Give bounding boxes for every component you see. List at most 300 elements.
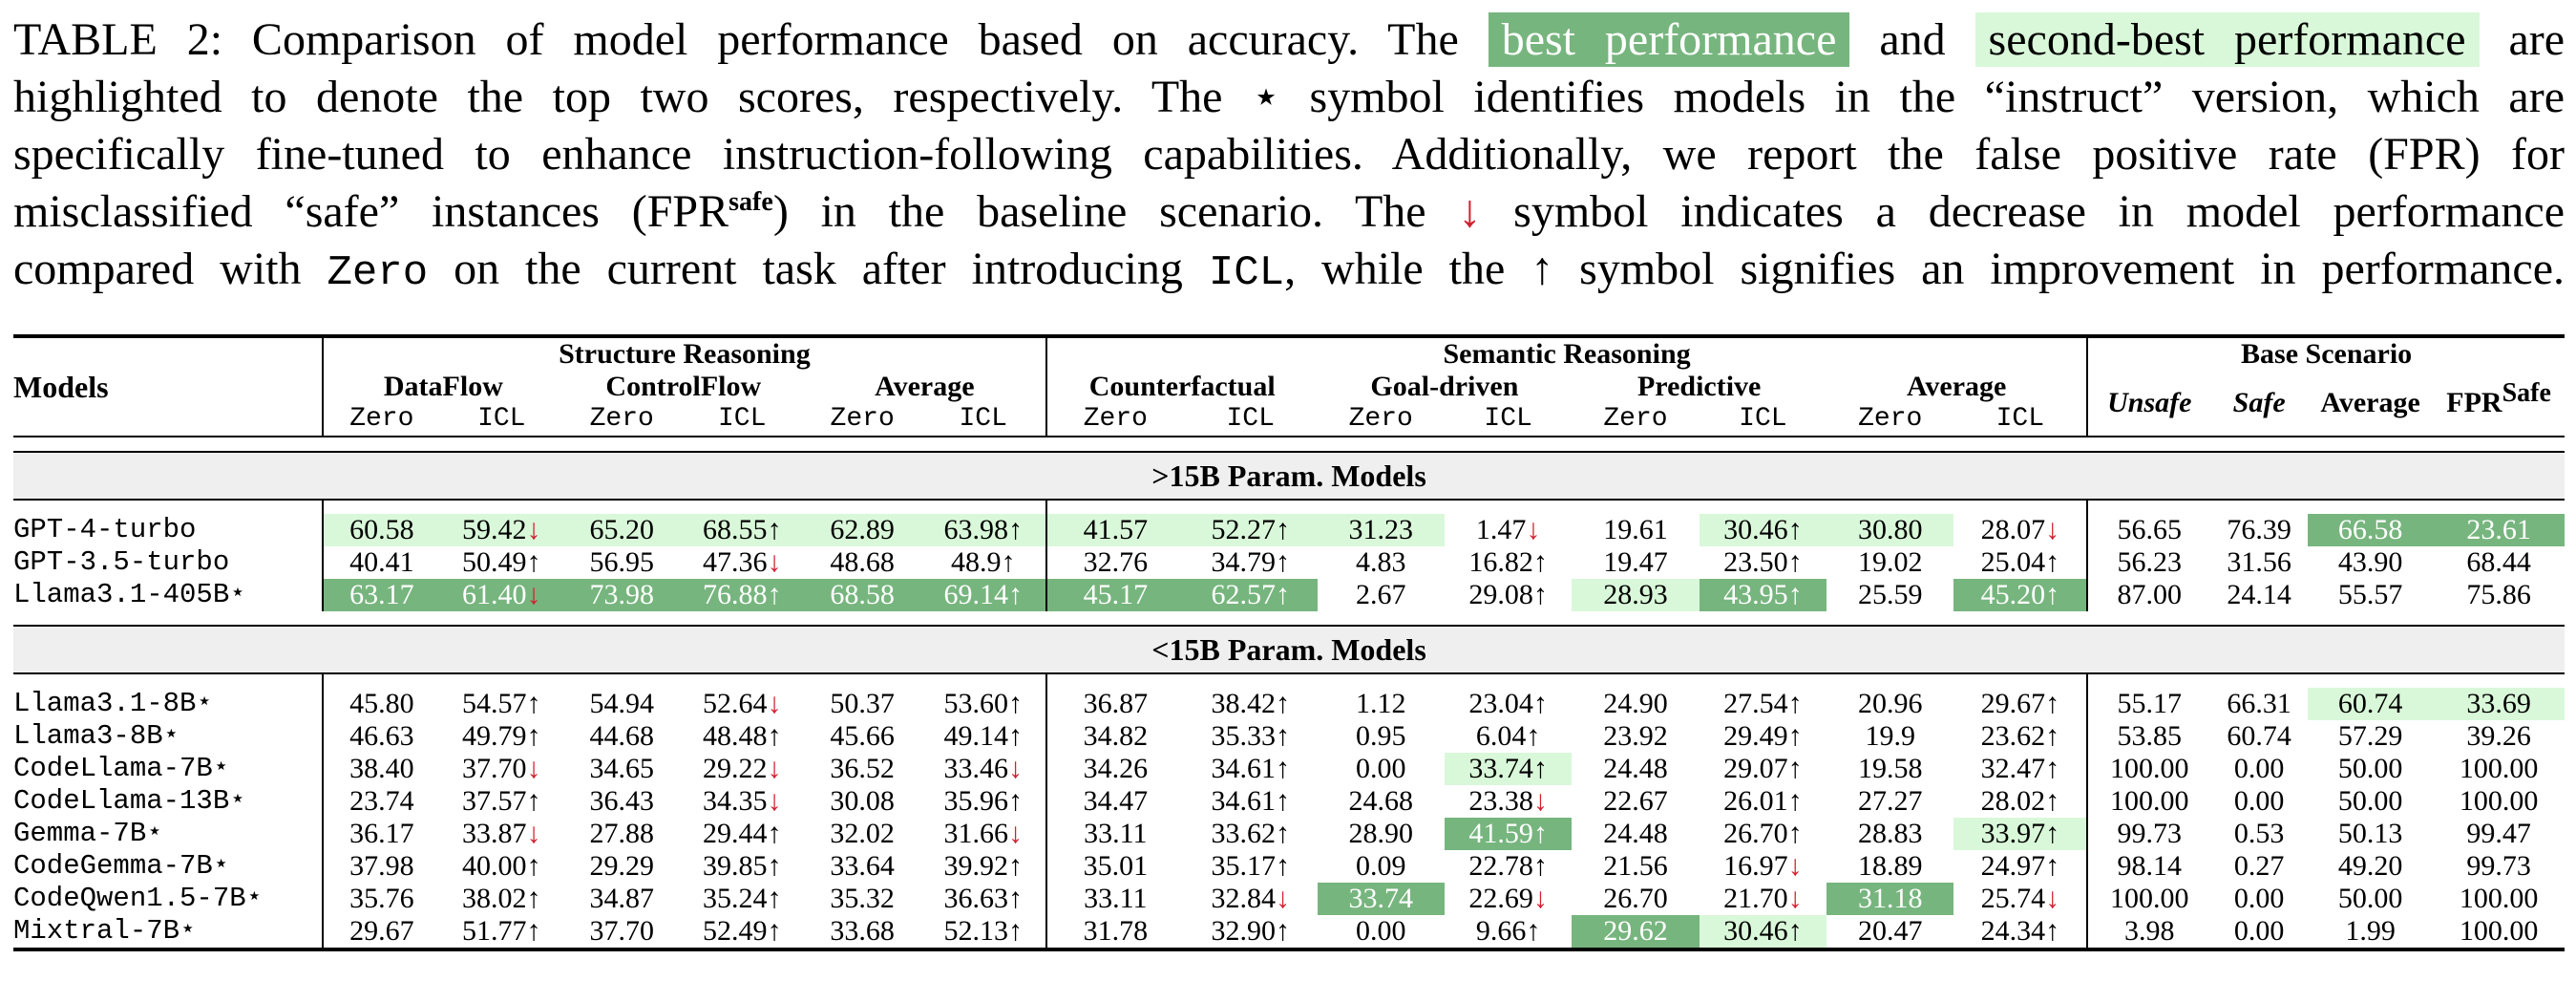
score-value: 55.17 [2117,688,2183,719]
score-cell [1826,753,1953,785]
score-cell [2087,818,2210,850]
score-cell [921,818,1046,850]
up-arrow-icon: ↑ [1787,818,1803,849]
table-header [13,336,2565,437]
score-value: 22.69 [1468,883,1533,914]
score-value: 23.74 [349,785,414,817]
up-arrow-icon: ↑ [1532,818,1548,849]
caption-line-4 [13,183,2565,241]
score-cell [2087,850,2210,883]
up-arrow-icon: ↑ [767,850,782,882]
up-arrow-icon: ↑ [2045,753,2060,784]
score-value: 36.17 [349,818,414,849]
up-arrow-icon: ↑ [1275,850,1290,882]
score-value: 26.70 [1603,883,1668,914]
score-cell [2087,579,2210,611]
table-caption [13,11,2565,302]
score-value: 75.86 [2466,579,2531,610]
score-value: 34.87 [589,883,654,914]
score-value: 24.48 [1603,753,1668,784]
up-arrow-icon: ↑ [2045,546,2060,578]
score-cell [2087,915,2210,949]
score-value: 55.57 [2337,579,2403,610]
score-cell [2210,785,2308,818]
score-cell [440,785,563,818]
score-value: 21.56 [1603,850,1668,882]
score-cell [2210,720,2308,753]
spacer-cell [1184,500,1318,514]
score-cell [1318,850,1445,883]
score-value: 51.77 [462,915,527,947]
predictive-header: Predictive [1636,371,1762,402]
score-cell [1445,883,1572,915]
down-arrow-icon: ↓ [767,753,782,784]
score-cell [563,818,681,850]
up-arrow-icon: ↑ [1787,785,1803,817]
score-value: 9.66 [1475,915,1527,947]
caption-line-5 [13,241,2565,302]
score-value: 0.00 [1355,753,1406,784]
table-body [13,437,2565,949]
score-value: 33.74 [1348,883,1413,914]
table-row [13,546,2565,579]
score-cell [921,546,1046,579]
spacer-cell [804,673,921,688]
score-cell [1046,753,1184,785]
score-cell [1046,883,1184,915]
spacer-cell [13,611,2565,626]
score-value: 47.36 [702,546,768,578]
up-arrow-icon: ↑ [526,785,541,817]
score-value: 4.83 [1355,546,1406,578]
base-average-header: Average [2308,371,2433,437]
down-arrow-icon: ↓ [526,579,541,610]
score-value: 41.57 [1083,514,1149,545]
score-value: 41.59 [1468,818,1533,849]
model-name: CodeGemma-7B⋆ [13,850,323,883]
caption-text: , while the ↑ symbol signifies an improvement in performance. [1284,244,2565,294]
score-value: 24.97 [1980,850,2046,882]
score-cell [2210,818,2308,850]
score-cell [1826,579,1953,611]
score-value: 100.00 [2459,915,2539,947]
score-cell [440,915,563,949]
icl-subheader: ICL [681,403,804,437]
score-value: 45.20 [1980,579,2046,610]
score-cell [2433,915,2565,949]
spacer-row [13,500,2565,514]
score-value: 29.22 [702,753,768,784]
structure-average-header: Average [804,371,1046,403]
score-value: 28.02 [1980,785,2046,817]
score-cell [2087,688,2210,720]
score-cell [2308,514,2433,546]
spacer-cell [1046,673,1184,688]
score-value: 68.55 [702,514,768,545]
score-value: 37.70 [462,753,527,784]
score-cell [440,688,563,720]
score-cell [681,579,804,611]
spacer-row [13,673,2565,688]
score-value: 45.80 [349,688,414,719]
score-cell [1445,546,1572,579]
up-arrow-icon: ↑ [767,915,782,947]
score-value: 0.95 [1355,720,1406,752]
score-value: 30.46 [1723,514,1788,545]
spacer-cell [2433,500,2565,514]
zero-subheader: Zero [323,403,440,437]
spacer-cell [2210,500,2308,514]
score-cell [2087,546,2210,579]
score-cell [681,514,804,546]
score-cell [2308,546,2433,579]
score-value: 25.04 [1980,546,2046,578]
down-arrow-icon: ↓ [767,546,782,578]
up-arrow-icon: ↑ [526,546,541,578]
score-cell [681,850,804,883]
score-value: 25.74 [1980,883,2046,914]
spacer-cell [1445,673,1572,688]
score-value: 19.58 [1857,753,1923,784]
score-cell [323,850,440,883]
score-cell [1826,818,1953,850]
down-arrow-icon: ↓ [1007,818,1023,849]
up-arrow-icon: ↑ [1007,514,1023,545]
up-arrow-icon: ↑ [1532,546,1548,578]
score-cell [323,546,440,579]
caption-text: and [1879,14,1946,65]
up-arrow-icon: ↑ [2045,915,2060,947]
fpr-label: FPR [2446,387,2502,418]
score-value: 29.08 [1468,579,1533,610]
header-row-2 [13,371,2565,403]
up-arrow-icon: ↑ [1007,688,1023,719]
score-cell [1184,579,1318,611]
score-value: 53.60 [943,688,1008,719]
score-value: 53.85 [2117,720,2183,752]
spacer-cell [921,673,1046,688]
score-value: 23.04 [1468,688,1533,719]
score-cell [1572,720,1699,753]
score-cell [2433,514,2565,546]
score-cell [440,818,563,850]
score-cell [563,915,681,949]
score-cell [440,850,563,883]
score-cell [804,579,921,611]
up-arrow-icon: ↑ [1007,720,1023,752]
score-value: 39.85 [702,850,768,882]
down-arrow-icon: ↓ [526,514,541,545]
score-value: 16.97 [1723,850,1788,882]
score-cell [563,688,681,720]
model-name: GPT-4-turbo [13,514,323,546]
counterfactual-header: Counterfactual [1088,371,1276,402]
up-arrow-icon: ↑ [767,818,782,849]
spacer-cell [2308,673,2433,688]
caption-code-zero: Zero [327,249,429,297]
score-cell [1826,883,1953,915]
up-arrow-icon: ↑ [1532,579,1548,610]
score-cell [323,720,440,753]
score-value: 31.78 [1083,915,1149,947]
score-cell [2210,514,2308,546]
score-cell [323,883,440,915]
zero-subheader: Zero [563,403,681,437]
score-cell [1046,785,1184,818]
score-cell [1046,579,1184,611]
spacer-cell [13,437,2565,452]
fpr-safe-header [2433,371,2565,437]
score-value: 28.90 [1348,818,1413,849]
up-arrow-icon: ↑ [526,850,541,882]
score-value: 30.46 [1723,915,1788,947]
spacer-cell [921,500,1046,514]
model-name: Mixtral-7B⋆ [13,915,323,949]
score-value: 50.00 [2337,883,2403,914]
score-cell [323,688,440,720]
score-value: 66.58 [2337,514,2403,545]
score-cell [921,688,1046,720]
score-cell [681,818,804,850]
up-arrow-icon: ↑ [1787,546,1803,578]
score-value: 33.68 [830,915,895,947]
caption-text: TABLE 2: Comparison of model performance based on accuracy. The [13,14,1459,65]
score-value: 20.47 [1857,915,1923,947]
up-arrow-icon: ↑ [1275,818,1290,849]
score-value: 33.62 [1211,818,1276,849]
score-cell [921,915,1046,949]
score-cell [1953,753,2087,785]
score-cell [804,850,921,883]
down-arrow-icon: ↓ [1787,850,1803,882]
score-cell [921,785,1046,818]
score-value: 56.95 [589,546,654,578]
score-value: 23.61 [2466,514,2531,545]
score-cell [921,850,1046,883]
spacer-cell [1700,500,1826,514]
score-cell [1826,514,1953,546]
score-cell [2308,915,2433,949]
table-row [13,579,2565,611]
score-value: 31.66 [943,818,1008,849]
score-value: 50.13 [2337,818,2403,849]
down-arrow-icon: ↓ [767,785,782,817]
score-cell [1572,514,1699,546]
down-arrow-icon: ↓ [526,818,541,849]
score-value: 68.44 [2466,546,2531,578]
down-arrow-icon: ↓ [1526,514,1541,545]
score-cell [2308,883,2433,915]
spacer-cell [1572,500,1699,514]
score-cell [1700,514,1826,546]
score-cell [804,785,921,818]
score-value: 0.27 [2233,850,2285,882]
score-cell [1184,785,1318,818]
score-cell [681,720,804,753]
score-value: 31.56 [2227,546,2291,578]
score-value: 87.00 [2117,579,2183,610]
score-cell [681,753,804,785]
score-value: 0.00 [2233,785,2285,817]
score-value: 21.70 [1723,883,1788,914]
score-cell [440,753,563,785]
score-cell [1700,883,1826,915]
score-cell [1826,785,1953,818]
icl-subheader: ICL [1184,403,1318,437]
score-cell [2433,688,2565,720]
score-cell [563,883,681,915]
score-cell [1572,785,1699,818]
score-value: 6.04 [1475,720,1527,752]
score-cell [1445,785,1572,818]
score-value: 44.68 [589,720,654,752]
score-value: 33.46 [943,753,1008,784]
table-row [13,720,2565,753]
score-cell [921,514,1046,546]
unsafe-header: Unsafe [2087,371,2210,437]
score-cell [804,883,921,915]
score-value: 34.65 [589,753,654,784]
score-value: 36.52 [830,753,895,784]
score-value: 27.54 [1723,688,1788,719]
score-cell [681,785,804,818]
score-value: 54.57 [462,688,527,719]
down-arrow-icon: ↓ [2045,883,2060,914]
score-value: 38.02 [462,883,527,914]
spacer-cell [323,500,440,514]
score-value: 24.14 [2227,579,2291,610]
score-value: 73.98 [589,579,654,610]
score-cell [1445,688,1572,720]
semantic-reasoning-header: Semantic Reasoning [1046,336,2087,371]
score-cell [1572,850,1699,883]
up-arrow-icon: ↑ [1007,915,1023,947]
score-cell [440,546,563,579]
score-cell [1700,850,1826,883]
score-cell [1184,720,1318,753]
score-cell [1826,688,1953,720]
icl-subheader: ICL [921,403,1046,437]
score-cell [2433,883,2565,915]
up-arrow-icon: ↑ [1001,546,1016,578]
score-cell [1318,785,1445,818]
score-value: 31.23 [1348,514,1413,545]
up-arrow-icon: ↑ [526,720,541,752]
score-cell [440,720,563,753]
spacer-cell [1826,673,1953,688]
icl-subheader: ICL [1445,403,1572,437]
up-arrow-icon: ↑ [2045,818,2060,849]
score-value: 39.92 [943,850,1008,882]
score-value: 1.47 [1475,514,1527,545]
score-cell [2308,688,2433,720]
score-cell [1572,883,1699,915]
score-value: 23.38 [1468,785,1533,817]
score-value: 29.07 [1723,753,1788,784]
down-arrow-icon: ↓ [1532,883,1548,914]
score-value: 29.44 [702,818,768,849]
score-cell [1445,915,1572,949]
score-value: 63.98 [943,514,1008,545]
score-value: 20.96 [1857,688,1923,719]
score-cell [1184,850,1318,883]
score-value: 50.00 [2337,753,2403,784]
up-arrow-icon: ↑ [1275,785,1290,817]
score-value: 28.07 [1980,514,2046,545]
up-arrow-icon: ↑ [767,720,782,752]
score-cell [2087,514,2210,546]
score-value: 59.42 [462,514,527,545]
score-value: 49.20 [2337,850,2403,882]
score-cell [2308,785,2433,818]
score-cell [1318,546,1445,579]
score-value: 35.33 [1211,720,1276,752]
score-value: 31.18 [1857,883,1923,914]
results-table [13,334,2565,951]
caption-superscript: safe [728,187,773,217]
table-row [13,514,2565,546]
up-arrow-icon: ↑ [1787,915,1803,947]
score-cell [1445,753,1572,785]
score-value: 60.74 [2227,720,2291,752]
up-arrow-icon: ↑ [2045,785,2060,817]
table-row [13,883,2565,915]
score-value: 22.78 [1468,850,1533,882]
score-cell [1953,688,2087,720]
spacer-cell [440,500,563,514]
score-cell [563,546,681,579]
up-arrow-icon: ↑ [1275,514,1290,545]
score-cell [1953,514,2087,546]
score-value: 19.9 [1865,720,1915,752]
score-value: 37.57 [462,785,527,817]
caption-line-1 [13,11,2565,69]
up-arrow-icon: ↑ [1526,720,1541,752]
score-cell [1826,915,1953,949]
spacer-cell [1445,500,1572,514]
score-value: 33.74 [1468,753,1533,784]
score-cell [1046,915,1184,949]
spacer-cell [804,500,921,514]
score-cell [1318,818,1445,850]
score-value: 100.00 [2459,883,2539,914]
score-value: 2.67 [1355,579,1406,610]
score-value: 34.47 [1083,785,1149,817]
spacer-row [13,611,2565,626]
score-cell [2210,753,2308,785]
score-cell [1572,915,1699,949]
score-value: 52.27 [1211,514,1276,545]
spacer-cell [1318,500,1445,514]
score-value: 100.00 [2110,883,2189,914]
score-cell [1184,688,1318,720]
group-label: <15B Param. Models [13,626,2565,673]
model-name: Llama3.1-8B⋆ [13,688,323,720]
score-value: 34.82 [1083,720,1149,752]
score-value: 0.53 [2233,818,2285,849]
goal-driven-header: Goal-driven [1370,371,1519,402]
score-value: 99.73 [2117,818,2183,849]
score-value: 56.23 [2117,546,2183,578]
score-value: 49.14 [943,720,1008,752]
down-arrow-icon: ↓ [2045,514,2060,545]
up-arrow-icon: ↑ [526,883,541,914]
up-arrow-icon: ↑ [1787,514,1803,545]
score-value: 49.79 [462,720,527,752]
caption-text: misclassified “safe” instances (FPR [13,186,729,237]
score-cell [1184,818,1318,850]
spacer-cell [13,673,323,688]
